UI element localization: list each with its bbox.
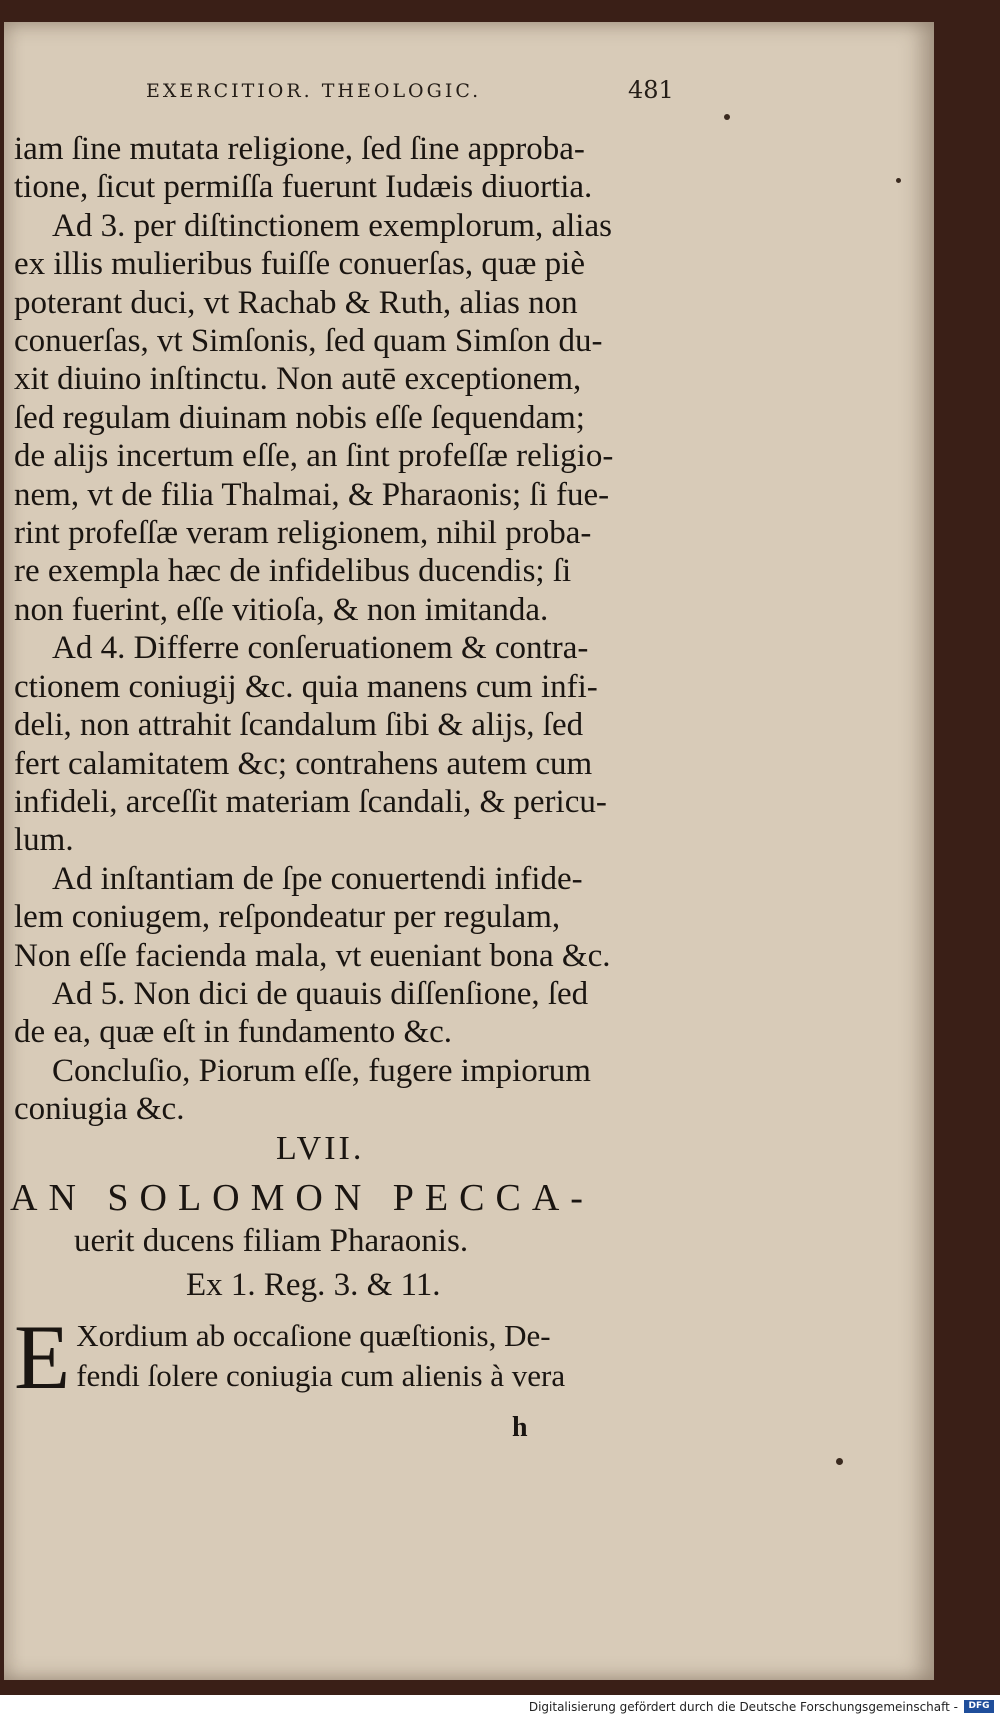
- text-line: xit diuino inſtinctu. Non autē exceptionem,: [14, 361, 582, 398]
- section-title-rest: uerit ducens filiam Pharaonis.: [74, 1223, 469, 1259]
- text-line: Concluſio, Piorum eſſe, fugere impiorum: [52, 1052, 591, 1089]
- text-line: coniugia &c.: [14, 1091, 185, 1128]
- body-text: [14, 130, 664, 1129]
- section-heading: [10, 1176, 670, 1308]
- ink-spot: [896, 178, 901, 183]
- text-line: ſed regulam diuinam nobis eſſe ſequendam;: [14, 399, 585, 436]
- text-line: lem coniugem, reſpondeatur per regulam,: [14, 899, 561, 936]
- text-line: ctionem coniugij &c. quia manens cum infi-: [14, 668, 598, 705]
- exordium-paragraph: [14, 1306, 664, 1408]
- text-line: de ea, quæ eſt in fundamento &c.: [14, 1014, 453, 1051]
- text-line: infideli, arceſſit materiam ſcandali, & pericu-: [14, 783, 607, 820]
- text-line: poterant duci, vt Rachab & Ruth, alias non: [14, 284, 578, 321]
- text-line: rint profeſſæ veram religionem, nihil proba-: [14, 515, 592, 552]
- ink-spot: [724, 114, 730, 120]
- text-line: re exempla hæc de infidelibus ducendis; ſi: [14, 553, 572, 590]
- text-line: Ad 4. Differre conſeruationem & contra-: [52, 630, 589, 667]
- text-line: de alijs incertum eſſe, an ſint profeſſæ religio-: [14, 438, 614, 475]
- digitization-credit: Digitalisierung gefördert durch die Deutsche Forschungsgemeinschaft -: [528, 1700, 958, 1714]
- text-line: conuerſas, vt Simſonis, ſed quam Simſon du-: [14, 323, 603, 360]
- book-page: [4, 22, 934, 1680]
- drop-cap: E: [14, 1306, 71, 1408]
- section-number: LVII.: [276, 1130, 365, 1167]
- scripture-reference: Ex 1. Reg. 3. & 11.: [186, 1267, 441, 1303]
- dfg-logo: DFG: [964, 1700, 994, 1713]
- text-line: lum.: [14, 822, 74, 859]
- page-number: 481: [628, 76, 674, 104]
- text-line: fendi ſolere coniugia cum alienis à vera: [76, 1358, 566, 1393]
- text-line: Ad 3. per diſtinctionem exemplorum, alias: [52, 207, 612, 244]
- ink-spot: [836, 1458, 843, 1465]
- text-line: Ad inſtantiam de ſpe conuertendi infide-: [52, 860, 583, 897]
- text-line: Ad 5. Non dici de quauis diſſenſione, ſed: [52, 975, 589, 1012]
- text-line: fert calamitatem &c; contrahens autem cum: [14, 745, 593, 782]
- text-line: deli, non attrahit ſcandalum ſibi & alijs, ſed: [14, 707, 584, 744]
- text-line: iam ſine mutata religione, ſed ſine approba-: [14, 131, 585, 167]
- signature-mark: h: [512, 1412, 528, 1443]
- text-line: tione, ſicut permiſſa fuerunt Iudæis diuortia.: [14, 169, 593, 206]
- text-line: non fuerint, eſſe vitioſa, & non imitanda.: [14, 591, 549, 628]
- text-line: Non eſſe facienda mala, vt eueniant bona &c.: [14, 937, 611, 974]
- text-line: ex illis mulieribus fuiſſe conuerſas, quæ piè: [14, 246, 585, 283]
- text-line: nem, vt de filia Thalmai, & Pharaonis; ſi fue-: [14, 476, 610, 513]
- running-head: EXERCITIOR. THEOLOGIC.: [146, 80, 482, 102]
- text-line: Xordium ab occaſione quæſtionis, De-: [76, 1318, 551, 1353]
- section-title-caps: AN SOLOMON PECCA-: [10, 1177, 594, 1219]
